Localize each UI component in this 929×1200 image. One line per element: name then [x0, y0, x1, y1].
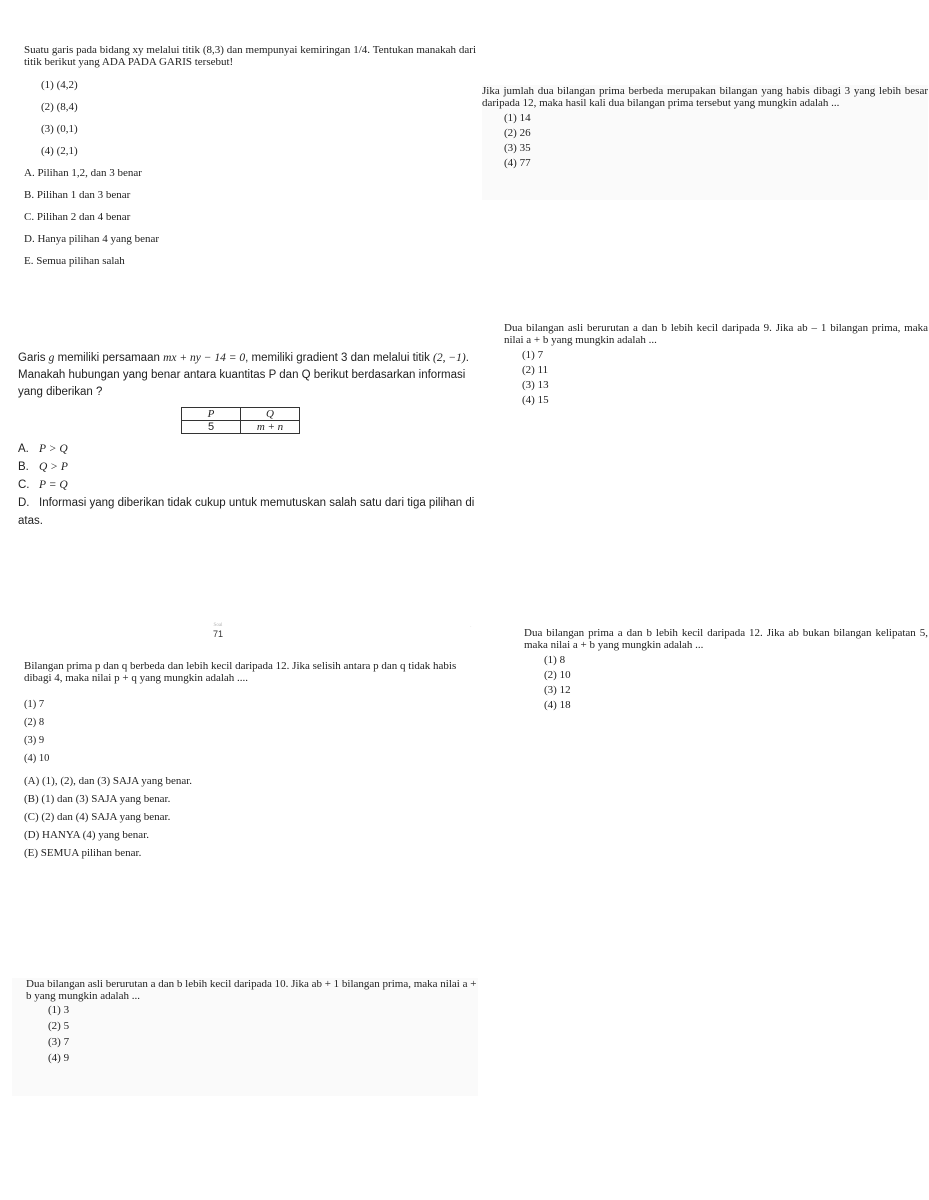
option-2: (2) (8,4)	[41, 101, 78, 113]
option-4: (4) 18	[544, 699, 571, 711]
answer-c	[18, 476, 480, 494]
answer-b: B. Pilihan 1 dan 3 benar	[24, 189, 131, 201]
option-2: (2) 26	[504, 127, 531, 139]
table-header-p: P	[182, 408, 241, 421]
option-3: (3) (0,1)	[41, 123, 78, 135]
question-number: 71	[212, 629, 223, 639]
question-2-text: Jika jumlah dua bilangan prima berbeda merupakan bilangan yang habis dibagi 3 yang lebih besar daripada 12, maka hasil kali dua bilangan prima tersebut yang mungkin adalah ...	[482, 85, 928, 109]
question-1-text: Suatu garis pada bidang xy melalui titik (8,3) dan mempunyai kemiringan 1/4. Tentukan manakah dari titik berikut yang ADA PADA GARIS tersebut!	[24, 44, 476, 68]
question-5-text: Bilangan prima p dan q berbeda dan lebih kecil daripada 12. Jika selisih antara p dan q tidak habis dibagi 4, maka nilai p + q yang mungkin adalah ....	[24, 660, 457, 684]
option-3: (3) 9	[24, 735, 45, 746]
answer-label: C.	[18, 479, 30, 491]
option-1: (1) 7	[24, 699, 45, 710]
answer-d: (D) HANYA (4) yang benar.	[24, 829, 149, 841]
header-caption: Soal	[213, 623, 223, 628]
question-6-text: Dua bilangan prima a dan b lebih kecil daripada 12. Jika ab bukan bilangan kelipatan 5, maka nilai a + b yang mungkin adalah ...	[524, 627, 928, 651]
option-4: (4) (2,1)	[41, 145, 78, 157]
table-value-q: m + n	[241, 421, 300, 434]
option-2: (2) 8	[24, 717, 45, 728]
option-3: (3) 7	[48, 1036, 70, 1048]
question-5-options	[24, 696, 476, 768]
question-7-text: Dua bilangan asli berurutan a dan b lebih kecil daripada 10. Jika ab + 1 bilangan prima, maka nilai a + b yang mungkin adalah ...	[26, 978, 477, 1002]
question-4-options	[522, 349, 928, 409]
answer-a: (A) (1), (2), dan (3) SAJA yang benar.	[24, 775, 193, 787]
question-3-text-2: Manakah hubungan yang benar antara kuantitas P dan Q berikut berdasarkan informasi yang diberikan ?	[18, 369, 466, 398]
answer-d	[18, 494, 480, 527]
question-1-answers	[24, 167, 476, 277]
answer-label: D.	[18, 497, 30, 509]
question-2-options	[504, 112, 928, 172]
question-1	[24, 44, 476, 277]
option-1: (1) 7	[522, 349, 544, 361]
option-4: (4) 10	[24, 753, 50, 764]
question-5	[24, 660, 476, 862]
question-6-options	[544, 654, 928, 714]
faint-mark: ·	[470, 625, 472, 630]
option-3: (3) 35	[504, 142, 531, 154]
answer-a: A. Pilihan 1,2, dan 3 benar	[24, 167, 142, 179]
answer-b: (B) (1) dan (3) SAJA yang benar.	[24, 793, 171, 805]
answer-d: D. Hanya pilihan 4 yang benar	[24, 233, 160, 245]
text-part: Garis	[18, 352, 49, 364]
option-2: (2) 11	[522, 364, 549, 376]
answer-e: (E) SEMUA pilihan benar.	[24, 847, 142, 859]
question-4-text: Dua bilangan asli berurutan a dan b lebih kecil daripada 9. Jika ab – 1 bilangan prima, maka nilai a + b yang mungkin adalah ...	[504, 322, 928, 346]
question-3-answers	[18, 440, 480, 527]
answer-e: E. Semua pilihan salah	[24, 255, 125, 267]
answer-c: (C) (2) dan (4) SAJA yang benar.	[24, 811, 171, 823]
question-3	[18, 350, 480, 527]
quantity-table	[181, 407, 300, 434]
text-part: memiliki persamaan	[54, 352, 164, 364]
option-2: (2) 10	[544, 669, 571, 681]
answer-a	[18, 440, 480, 458]
answer-b	[18, 458, 480, 476]
answer-text: P = Q	[39, 479, 68, 491]
question-1-options	[41, 79, 476, 167]
answer-text: Informasi yang diberikan tidak cukup untuk memutuskan salah satu dari tiga pilihan di atas.	[18, 497, 475, 527]
question-7	[12, 978, 478, 1096]
question-6	[524, 627, 928, 714]
text-part: , memiliki gradient 3 dan melalui titik	[245, 352, 434, 364]
option-4: (4) 9	[48, 1052, 70, 1064]
question-2	[482, 85, 928, 200]
option-1: (1) 8	[544, 654, 566, 666]
option-4: (4) 77	[504, 157, 531, 169]
question-7-options	[48, 1004, 478, 1068]
option-1: (1) 14	[504, 112, 531, 124]
option-1: (1) (4,2)	[41, 79, 78, 91]
option-2: (2) 5	[48, 1020, 70, 1032]
math-point: (2, −1)	[433, 352, 466, 364]
table-header-q: Q	[241, 408, 300, 421]
answer-label: A.	[18, 443, 29, 455]
question-3-text: Garis g memiliki persamaan mx + ny − 14 = 0, memiliki gradient 3 dan melalui titik (2, −1).	[18, 352, 469, 364]
answer-text: Q > P	[39, 461, 68, 473]
answer-text: P > Q	[39, 443, 68, 455]
answer-c: C. Pilihan 2 dan 4 benar	[24, 211, 131, 223]
question-4	[504, 322, 928, 409]
answer-label: B.	[18, 461, 29, 473]
option-3: (3) 13	[522, 379, 549, 391]
option-4: (4) 15	[522, 394, 549, 406]
page-header	[200, 623, 236, 639]
option-1: (1) 3	[48, 1004, 70, 1016]
option-3: (3) 12	[544, 684, 571, 696]
math-equation: mx + ny − 14 = 0	[163, 352, 246, 364]
question-5-answers	[24, 772, 476, 862]
math-g: g	[48, 352, 55, 364]
table-value-p: 5	[182, 421, 241, 434]
